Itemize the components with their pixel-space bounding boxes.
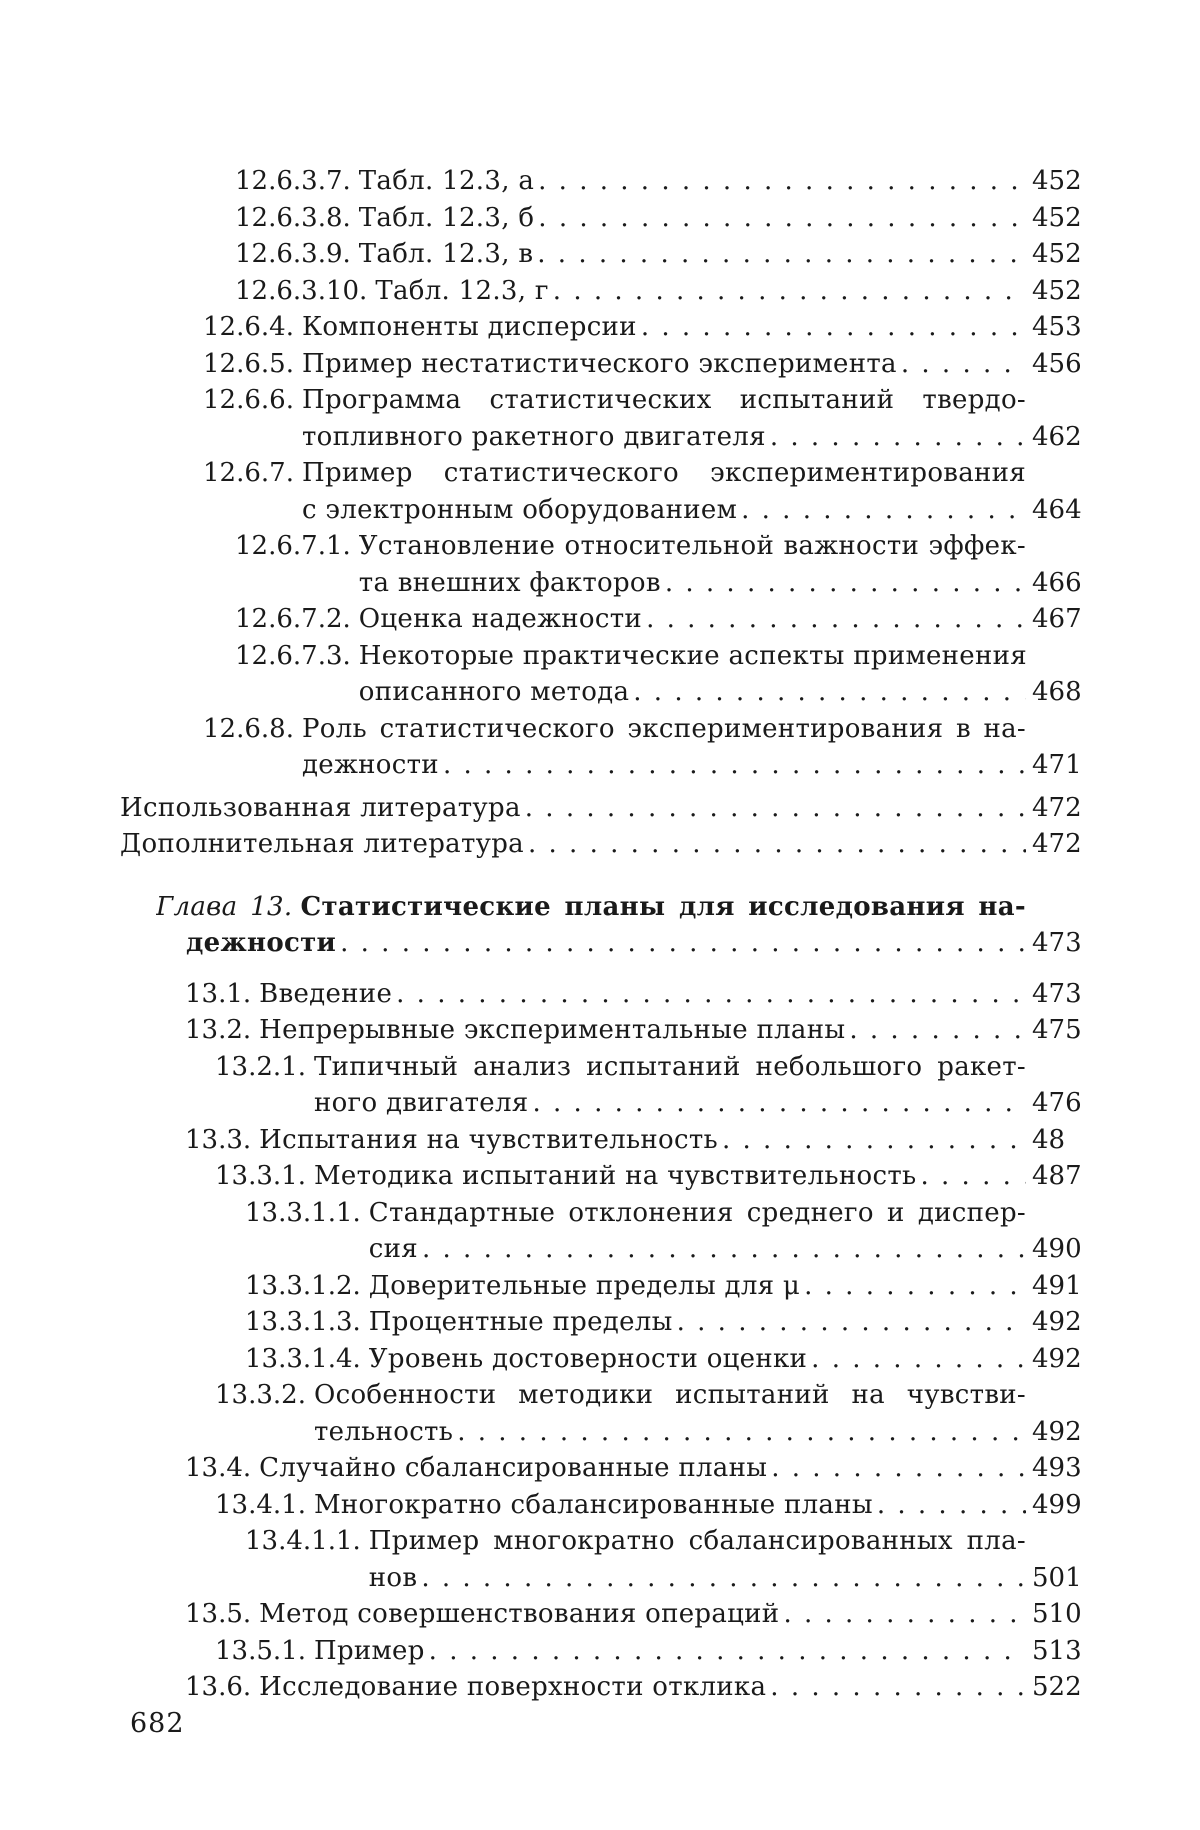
entry-page: 473 <box>1026 976 1080 1013</box>
entry-number: 12.6.8. <box>203 711 302 748</box>
entry-number: 13.4. <box>185 1450 259 1487</box>
dot-leader <box>439 747 1026 784</box>
page-number: 682 <box>130 1708 185 1739</box>
dot-leader <box>916 1158 1026 1195</box>
entry-page: 490 <box>1026 1231 1080 1268</box>
entry-page: 473 <box>1026 925 1080 962</box>
toc-entry-13-3-1-3 <box>245 1304 1080 1341</box>
entry-title-line1: Некоторые практические аспекты применения <box>359 638 1026 675</box>
toc-entry-13-1 <box>185 976 1080 1013</box>
dot-leader <box>417 1560 1026 1597</box>
entry-page: 522 <box>1026 1669 1080 1706</box>
toc-entry-13-3 <box>185 1122 1080 1159</box>
entry-page: 499 <box>1026 1487 1080 1524</box>
chapter-title-line1: Статистические планы для исследования на- <box>300 892 1026 922</box>
entry-page: 452 <box>1026 163 1080 200</box>
toc-entry-13-3-1-4 <box>245 1341 1080 1378</box>
dot-leader <box>533 236 1026 273</box>
dot-leader <box>418 1231 1026 1268</box>
toc-entry-12-6-3-8 <box>235 200 1080 237</box>
dot-leader <box>629 674 1026 711</box>
entry-page: 492 <box>1026 1414 1080 1451</box>
entry-title: Методика испытаний на чувствительность <box>314 1158 917 1195</box>
entry-title-line1: Установление относительной важности эффек- <box>359 528 1026 565</box>
entry-number: 13.1. <box>185 976 259 1013</box>
entry-title: Метод совершенствования операций <box>259 1596 779 1633</box>
entry-page: 468 <box>1026 674 1080 711</box>
toc-entry-12-6-5 <box>203 346 1080 383</box>
dot-leader <box>779 1596 1026 1633</box>
entry-title: Оценка надежности <box>359 601 642 638</box>
entry-title-line2: та внешних факторов <box>359 565 661 602</box>
entry-title: Пример <box>314 1633 425 1670</box>
entry-title-line2: сия <box>369 1231 418 1268</box>
dot-leader <box>392 976 1026 1013</box>
entry-title-line2: топливного ракетного двигателя <box>302 419 766 456</box>
toc-entry-12-6-3-7 <box>235 163 1080 200</box>
toc-entry-12-6-8 <box>203 711 1080 784</box>
dot-leader <box>767 1450 1026 1487</box>
toc-entry-13-5 <box>185 1596 1080 1633</box>
entry-title-line2: дежности <box>302 747 439 784</box>
entry-number: 13.3.1. <box>215 1158 314 1195</box>
entry-page: 464 <box>1026 492 1080 529</box>
entry-title: Случайно сбалансированные планы <box>259 1450 767 1487</box>
entry-number: 12.6.4. <box>203 309 302 346</box>
entry-title: Исследование поверхности отклика <box>259 1669 766 1706</box>
entry-title: Дополнительная литература <box>120 826 524 863</box>
entry-number: 13.6. <box>185 1669 259 1706</box>
toc-entry-12-6-6 <box>203 382 1080 455</box>
dot-leader <box>766 1669 1026 1706</box>
dot-leader <box>528 1085 1026 1122</box>
entry-page: 475 <box>1026 1012 1080 1049</box>
entry-number: 13.5. <box>185 1596 259 1633</box>
entry-title-line1: Пример статистического экспериментирования <box>302 455 1026 492</box>
entry-number: 12.6.7.3. <box>235 638 359 675</box>
toc-entry-12-6-3-10 <box>235 273 1080 310</box>
entry-number: 13.5.1. <box>215 1633 314 1670</box>
entry-title: Испытания на чувствительность <box>259 1122 718 1159</box>
toc-entry-additional-literature <box>120 826 1080 863</box>
toc-entry-13-2 <box>185 1012 1080 1049</box>
entry-title: Процентные пределы <box>369 1304 673 1341</box>
entry-title: Уровень достоверности оценки <box>369 1341 807 1378</box>
entry-title-line1: Роль статистического экспериментирования в на- <box>302 711 1026 748</box>
dot-leader <box>534 163 1026 200</box>
entry-page: 472 <box>1026 790 1080 827</box>
entry-page: 476 <box>1026 1085 1080 1122</box>
dot-leader <box>718 1122 1026 1159</box>
dot-leader <box>673 1304 1026 1341</box>
entry-page: 472 <box>1026 826 1080 863</box>
toc-entry-used-literature <box>120 790 1080 827</box>
dot-leader <box>425 1633 1026 1670</box>
entry-page: 471 <box>1026 747 1080 784</box>
table-of-contents <box>120 163 1080 1706</box>
dot-leader <box>453 1414 1026 1451</box>
entry-page: 452 <box>1026 200 1080 237</box>
entry-number: 13.2. <box>185 1012 259 1049</box>
entry-number: 12.6.3.10. <box>235 273 375 310</box>
entry-title: Введение <box>259 976 392 1013</box>
toc-entry-13-5-1 <box>215 1633 1080 1670</box>
dot-leader <box>873 1487 1026 1524</box>
toc-chapter-13 <box>156 889 1080 962</box>
entry-number: 12.6.3.7. <box>235 163 359 200</box>
chapter-label: Глава 13. <box>156 892 300 922</box>
entry-title-line1: Особенности методики испытаний на чувстви- <box>314 1377 1026 1414</box>
entry-number: 13.3.1.1. <box>245 1195 369 1232</box>
dot-leader <box>524 826 1026 863</box>
entry-number: 13.3. <box>185 1122 259 1159</box>
dot-leader <box>807 1341 1026 1378</box>
dot-leader <box>534 200 1026 237</box>
dot-leader <box>737 492 1026 529</box>
entry-title-line2: ного двигателя <box>314 1085 529 1122</box>
toc-entry-13-4 <box>185 1450 1080 1487</box>
book-page <box>0 0 1200 1830</box>
entry-title-line2: нов <box>369 1560 418 1597</box>
dot-leader <box>766 419 1026 456</box>
entry-title: Табл. 12.3, б <box>359 200 535 237</box>
entry-title-line2: тельность <box>314 1414 453 1451</box>
dot-leader <box>642 601 1026 638</box>
entry-page: 491 <box>1026 1268 1080 1305</box>
dot-leader <box>637 309 1026 346</box>
entry-title: Пример нестатистического эксперимента <box>302 346 897 383</box>
toc-entry-13-4-1-1 <box>245 1523 1080 1596</box>
dot-leader <box>845 1012 1026 1049</box>
entry-number: 12.6.7.1. <box>235 528 359 565</box>
entry-title-line1: Пример многократно сбалансированных пла- <box>369 1523 1026 1560</box>
entry-page: 453 <box>1026 309 1080 346</box>
entry-number: 12.6.3.9. <box>235 236 359 273</box>
dot-leader <box>661 565 1026 602</box>
toc-entry-12-6-7-2 <box>235 601 1080 638</box>
toc-entry-12-6-7 <box>203 455 1080 528</box>
entry-number: 12.6.6. <box>203 382 302 419</box>
toc-entry-13-3-2 <box>215 1377 1080 1450</box>
entry-number: 12.6.3.8. <box>235 200 359 237</box>
entry-number: 13.4.1.1. <box>245 1523 369 1560</box>
entry-page: 467 <box>1026 601 1080 638</box>
entry-title: Компоненты дисперсии <box>302 309 637 346</box>
toc-entry-13-3-1-2 <box>245 1268 1080 1305</box>
toc-entry-12-6-7-1 <box>235 528 1080 601</box>
dot-leader <box>549 273 1026 310</box>
entry-number: 12.6.7. <box>203 455 302 492</box>
entry-page: 510 <box>1026 1596 1080 1633</box>
entry-number: 13.3.1.3. <box>245 1304 369 1341</box>
toc-entry-13-6 <box>185 1669 1080 1706</box>
entry-number: 13.4.1. <box>215 1487 314 1524</box>
dot-leader <box>336 925 1026 962</box>
entry-title: Табл. 12.3, г <box>375 273 548 310</box>
entry-title-line2: описанного метода <box>359 674 629 711</box>
entry-title: Использованная литература <box>120 790 521 827</box>
entry-title-line1: Типичный анализ испытаний небольшого ракет- <box>314 1049 1026 1086</box>
entry-title: Непрерывные экспериментальные планы <box>259 1012 845 1049</box>
entry-title-line1: Стандартные отклонения среднего и диспер- <box>369 1195 1026 1232</box>
entry-page: 501 <box>1026 1560 1080 1597</box>
entry-title: Многократно сбалансированные планы <box>314 1487 873 1524</box>
entry-page: 452 <box>1026 273 1080 310</box>
entry-page: 456 <box>1026 346 1080 383</box>
entry-page: 492 <box>1026 1341 1080 1378</box>
dot-leader <box>800 1268 1026 1305</box>
chapter-title-line2: дежности <box>186 925 336 962</box>
toc-entry-12-6-4 <box>203 309 1080 346</box>
entry-page: 466 <box>1026 565 1080 602</box>
entry-page: 513 <box>1026 1633 1080 1670</box>
toc-entry-13-4-1 <box>215 1487 1080 1524</box>
entry-page: 452 <box>1026 236 1080 273</box>
entry-number: 13.3.2. <box>215 1377 314 1414</box>
entry-number: 12.6.7.2. <box>235 601 359 638</box>
toc-entry-12-6-7-3 <box>235 638 1080 711</box>
toc-entry-13-3-1 <box>215 1158 1080 1195</box>
entry-page: 462 <box>1026 419 1080 456</box>
entry-title: Табл. 12.3, в <box>359 236 534 273</box>
entry-title-line2: с электронным оборудованием <box>302 492 737 529</box>
entry-page: 487 <box>1026 1158 1080 1195</box>
entry-page: 493 <box>1026 1450 1080 1487</box>
dot-leader <box>521 790 1026 827</box>
entry-number: 13.2.1. <box>215 1049 314 1086</box>
toc-entry-13-3-1-1 <box>245 1195 1080 1268</box>
entry-title: Табл. 12.3, а <box>359 163 534 200</box>
toc-entry-13-2-1 <box>215 1049 1080 1122</box>
entry-number: 12.6.5. <box>203 346 302 383</box>
entry-page: 492 <box>1026 1304 1080 1341</box>
entry-title: Доверительные пределы для μ <box>369 1268 800 1305</box>
entry-title-line1: Программа статистических испытаний твердо- <box>302 382 1026 419</box>
dot-leader <box>897 346 1026 383</box>
entry-number: 13.3.1.2. <box>245 1268 369 1305</box>
entry-number: 13.3.1.4. <box>245 1341 369 1378</box>
toc-entry-12-6-3-9 <box>235 236 1080 273</box>
entry-page: 48 <box>1026 1122 1080 1159</box>
